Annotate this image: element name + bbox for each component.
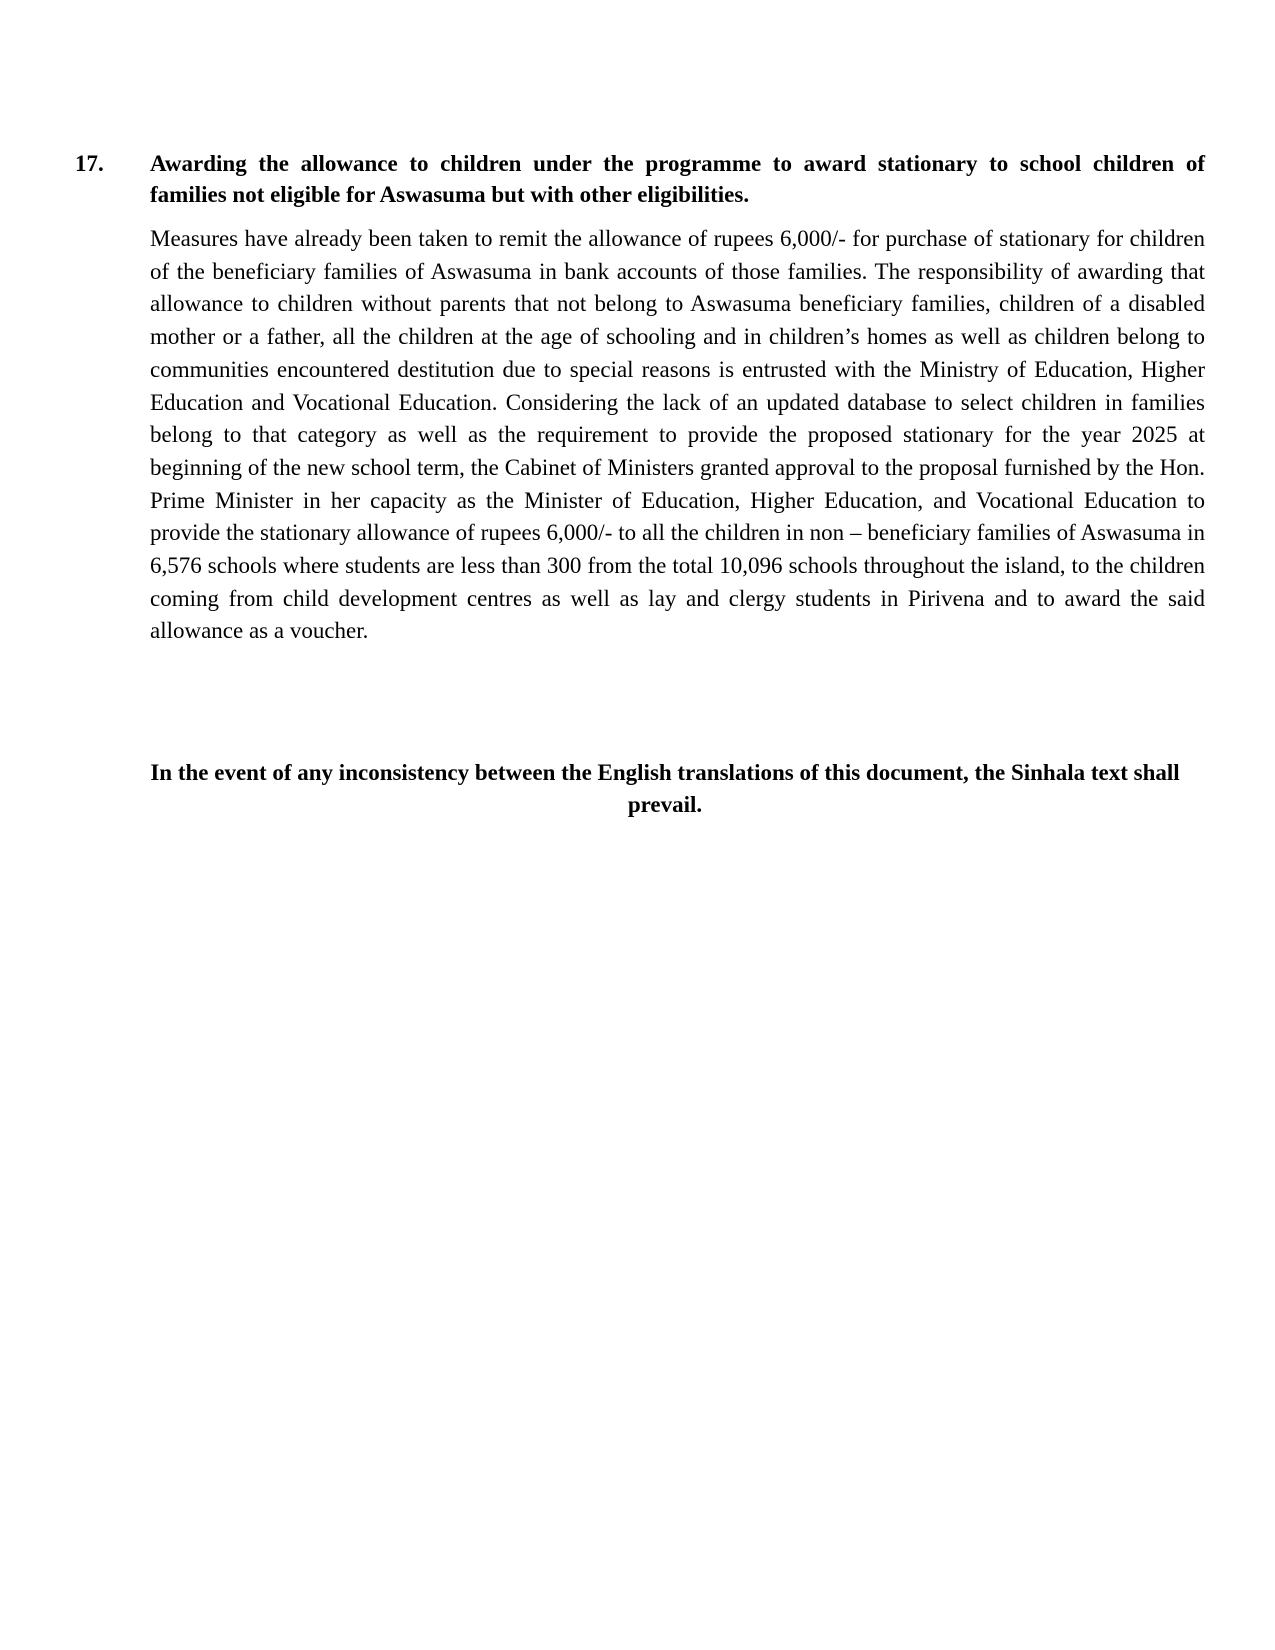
translation-disclaimer: In the event of any inconsistency between the English translations of this document, the Sinhala text shall prevail.: [150, 760, 1180, 817]
decision-item: [75, 148, 1205, 648]
item-heading: Awarding the allowance to children under the programme to award stationary to school children of families not eligible for Aswasuma but with other eligibilities.: [150, 151, 1205, 207]
item-number: 17.: [75, 151, 104, 176]
item-content: [150, 148, 1205, 648]
item-body: Measures have already been taken to remit the allowance of rupees 6,000/- for purchase of stationary for children of the beneficiary families of Aswasuma in bank accounts of those families. The responsibility of awarding that allowance to children without parents that not belong to Aswasuma beneficiary families, children of a disabled mother or a father, all the children at the age of schooling and in children’s homes as well as children belong to communities encountered destitution due to special reasons is entrusted with the Ministry of Education, Higher Education and Vocational Education. Considering the lack of an updated database to select children in families belong to that category as well as the requirement to provide the proposed stationary for the year 2025 at beginning of the new school term, the Cabinet of Ministers granted approval to the proposal furnished by the Hon. Prime Minister in her capacity as the Minister of Education, Higher Education, and Vocational Education to provide the stationary allowance of rupees 6,000/- to all the children in non – beneficiary families of Aswasuma in 6,576 schools where students are less than 300 from the total 10,096 schools throughout the island, to the children coming from child development centres as well as lay and clergy students in Pirivena and to award the said allowance as a voucher.: [150, 226, 1205, 644]
